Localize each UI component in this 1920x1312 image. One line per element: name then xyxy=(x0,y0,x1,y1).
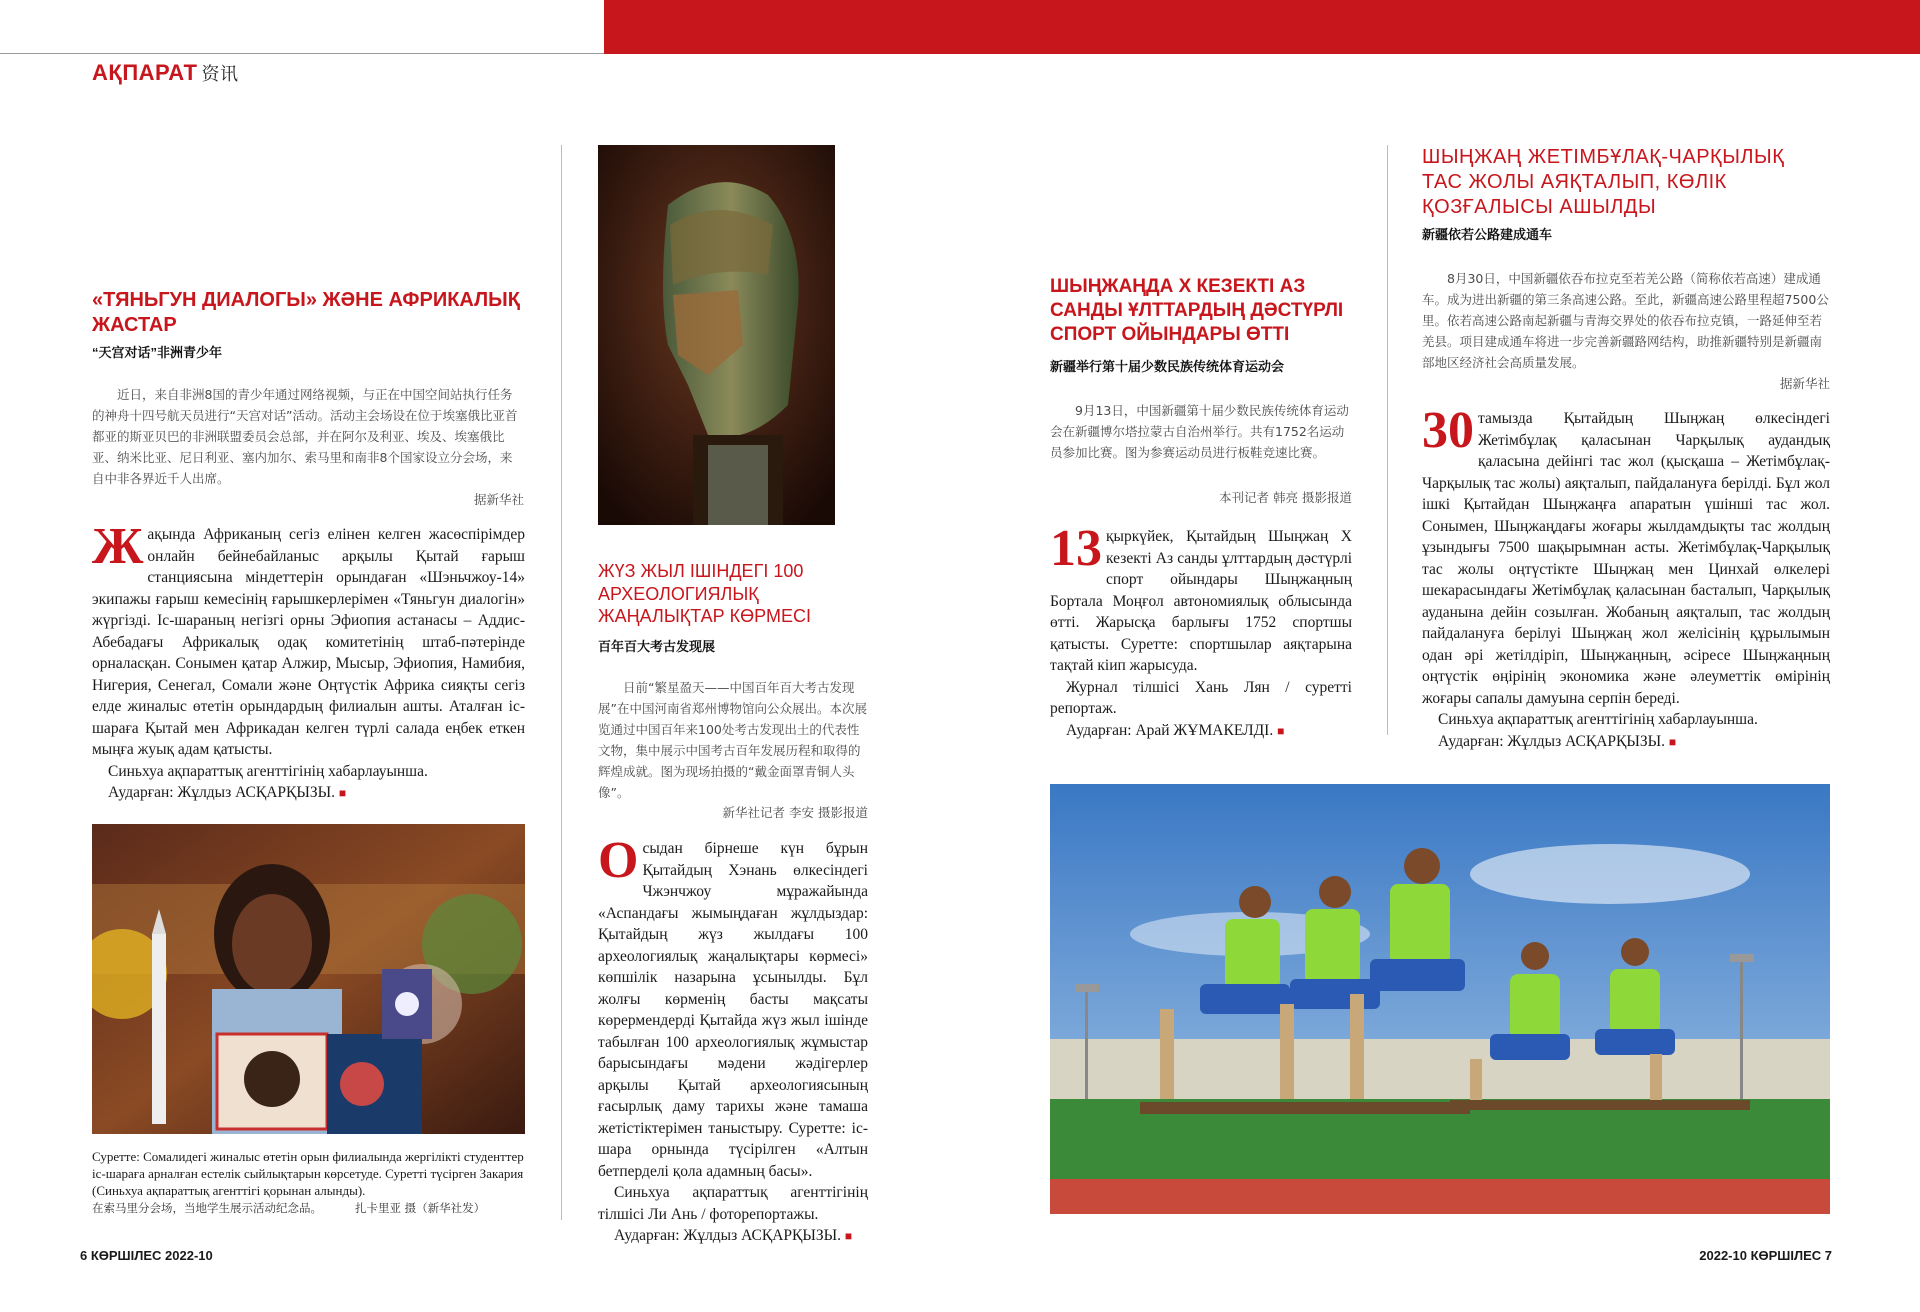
article4-end-mark: ■ xyxy=(1668,734,1677,749)
article4-kz-source: Синьхуа ақпараттық агенттігінің хабарлауынша. xyxy=(1438,711,1758,728)
article4-cn-source: 据新华社 xyxy=(1779,376,1830,391)
article1-cn-source: 据新华社 xyxy=(473,492,524,507)
article1-kz-text: ақында Африканың сегіз елінен келген жасөспірімдер онлайн бейнебайланыс арқылы Қытай ғарыш станциясына міндеттерін орындаған «Шэньчжоу-14» экипажы ғарыш кемесінің ғарышкерлерімен «Тяньгун диалогін» жүргізді. Іс-шараның негізгі орны Эфиопия астанасы – Аддис-Абебадағы Африкалық одақ комитетінің штаб-пәтерінде орналасқан. Сонымен қатар Алжир, Мысыр, Эфиопия, Намибия, Нигерия, Сенегал, Сомали және Оңтүстік Африка сияқты сегіз елде жиналыс өтетін орындардың филиалын ашты. Аталған іс-шараға Қытай мен Африкадан келген түрлі салада еңбек еткен мыңға жуық адам қатысты. xyxy=(92,526,525,758)
article1-title: «ТЯНЬГУН ДИАЛОГЫ» ЖӘНЕ АФРИКАЛЫҚ ЖАСТАР xyxy=(92,289,520,336)
article3-kz-source: Журнал тілшісі Хань Лян / суретті репортаж. xyxy=(1050,678,1352,717)
top-rule xyxy=(0,53,604,54)
column-divider-1 xyxy=(561,145,562,1220)
article2-title: ЖҮЗ ЖЫЛ ІШІНДЕГІ 100 АРХЕОЛОГИЯЛЫҚ ЖАҢАЛЫҚТАР КӨРМЕСІ xyxy=(598,561,811,626)
section-label-kz: АҚПАРАТ xyxy=(92,60,198,85)
article2-cn-source: 新华社记者 李安 摄影报道 xyxy=(722,805,868,820)
right-page-folio: 2022-10 КӨРШІЛЕС 7 xyxy=(1699,1248,1832,1263)
section-label-cn: 资讯 xyxy=(201,64,239,84)
article2-kz-body xyxy=(598,832,868,1248)
board-shoe-race-photo xyxy=(1050,784,1830,1214)
bronze-head-photo xyxy=(598,145,835,525)
article2-kz-source: Синьхуа ақпараттық агенттігінің тілшісі Ли Ань / фоторепортажы. xyxy=(598,1184,868,1223)
article2-photo xyxy=(598,145,835,525)
article4-title: ШЫҢЖАҢ ЖЕТІМБҰЛАҚ-ЧАРҚЫЛЫҚ ТАС ЖОЛЫ АЯҚТАЛЫП, КӨЛІК ҚОЗҒАЛЫСЫ АШЫЛДЫ xyxy=(1422,146,1785,218)
article2-kz-translator: Аударған: Жұлдыз АСҚАРҚЫЗЫ. xyxy=(614,1227,842,1244)
article3-kz-body xyxy=(1050,520,1352,742)
article3-end-mark: ■ xyxy=(1277,723,1285,738)
article2-kz-text: сыдан бірнеше күн бұрын Қытайдың Хэнань өлкесіндегі Чжэнчжоу мұражайында «Аспандағы жымыңдаған жұлдыздар: Қытайдың жүз жылдағы 100 археологиялық жаңалықтары көрмесі» көпшілік назарына ұсынылды. Бұл жолғы көрменің басты мақсаты көрермендерді Қытайда жүз жыл ішінде табылған 100 археологиялық жұмыстар барысындағы мәдени жәдігерлер арқылы Қытай археологиясының ғасырлық даму тарихы және тамаша жетістіктерімен таныстыру. Суретте: іс-шара орнында түсірілген «Алтын бетперделі қола адамның басы». xyxy=(598,840,868,1180)
article2-drop-cap: О xyxy=(598,832,639,889)
article3-photo xyxy=(1050,784,1830,1214)
article3-kz-text: қыркүйек, Қытайдың Шыңжаң X кезекті Аз санды ұлттардың дәстүрлі спорт ойындары Шыңжаңның Бортала Моңғол автономиялық облысында өтті. Жарысқа барлығы 1752 спортшы қатысты. Суретте: спортшылар аяқтарына тақтай кіип жарысуда. xyxy=(1050,528,1352,674)
article3-kz-translator-line xyxy=(1050,720,1352,743)
article1-drop-cap: Ж xyxy=(92,518,144,575)
article4-kz-body xyxy=(1422,402,1830,753)
article2-end-mark: ■ xyxy=(844,1229,853,1243)
article4-kz-translator-line xyxy=(1422,731,1830,754)
article1-photo xyxy=(92,824,525,1134)
article4-drop-cap: 30 xyxy=(1422,402,1474,459)
article4-cn-body: 8月30日，中国新疆依吞布拉克至若羌公路（简称依若高速）建成通车。成为进出新疆的第三条高速公路。至此，新疆高速公路里程超7500公里。依若高速公路南起新疆与青海交界处的依吞布拉克镇，一路延伸至若羌县。项目建成通车将进一步完善新疆路网结构，助推新疆特别是新疆南部地区经济社会高质量发展。 xyxy=(1422,271,1829,370)
article1-cn-body: 近日，来自非洲8国的青少年通过网络视频，与正在中国空间站执行任务的神舟十四号航天员进行“天宫对话”活动。活动主会场设在位于埃塞俄比亚首都亚的斯亚贝巴的非洲联盟委员会总部，并在阿尔及利亚、埃及、埃塞俄比亚、纳米比亚、尼日利亚、塞内加尔、索马里和南非8个国家设立分会场，来自中非各界近千人出席。 xyxy=(92,387,518,486)
article1-photo-caption: Суретте: Сомалидегі жиналыс өтетін орын филиалында жергілікті студенттер іс-шараға арналған естелік сыйлықтарын көрсетуде. Суретті түсірген Закария (Синьхуа ақпараттық агенттігі қорынан алынды). xyxy=(92,1149,524,1198)
students-souvenir-photo xyxy=(92,824,525,1134)
article1-kz-translator-line xyxy=(92,782,525,805)
article3-subtitle: 新疆举行第十届少数民族传统体育运动会 xyxy=(1050,359,1285,374)
article3-cn-body: 9月13日，中国新疆第十届少数民族传统体育运动会在新疆博尔塔拉蒙古自治州举行。共有1752名运动员参加比赛。图为参赛运动员进行板鞋竞速比赛。 xyxy=(1050,403,1349,460)
article1-photo-caption-cn: 在索马里分会场，当地学生展示活动纪念品。 xyxy=(92,1201,322,1215)
section-label xyxy=(92,60,239,86)
article4-kz-text: тамызда Қытайдың Шыңжаң өлкесіндегі Жетімбұлақ қаласынан Чарқылық аудандық қаласына дейінгі тас жол (қысқаша – Жетімбұлақ-Чарқылық тас жолы) аяқталып, пайдалануға берілді. Бұл жол ішкі Қытайдан Шыңжаңға апаратын үшінші тас жол. Сонымен, Шыңжаңдағы жоғары жылдамдықты тас жолдың ұзындығы 7500 шақырымнан асты. Жетімбұлақ-Чарқылық тас жолы оңтүстікте Шыңжаң мен Цинхай өлкелері шекарасындағы Жетімбұлақ қаласынан басталып, Чарқылық ауданына дейін созылған. Жобаның аяқталып, тас жолдың пайдалануға берілуі Шыңжаң жол желісінің құрылымын одан әрі жетілдіріп, Шыңжаңның, әсіресе Шыңжаңның оңтүстік өңірінің экономика және әлеуметтік өмірінің жоғары сапалы дамуына серпін береді. xyxy=(1422,410,1830,707)
article2-subtitle: 百年百大考古发现展 xyxy=(598,639,716,654)
article4-subtitle: 新疆依若公路建成通车 xyxy=(1422,227,1553,242)
article3-kz-translator: Аударған: Арай ЖҰМАКЕЛДІ. xyxy=(1066,721,1274,739)
article1-end-mark: ■ xyxy=(338,786,347,800)
article1-subtitle: “天宫对话”非洲青少年 xyxy=(92,345,223,360)
left-page-folio: 6 КӨРШІЛЕС 2022-10 xyxy=(80,1248,213,1263)
article1-photo-credit-cn: 扎卡里亚 摄（新华社发） xyxy=(355,1201,486,1215)
article3-cn-source: 本刊记者 韩亮 摄影报道 xyxy=(1219,490,1352,505)
article3-drop-cap: 13 xyxy=(1050,520,1102,577)
column-divider-2 xyxy=(1387,145,1388,735)
article3-title: ШЫҢЖАҢДА X КЕЗЕКТІ АЗ САНДЫ ҰЛТТАРДЫҢ ДӘСТҮРЛІ СПОРТ ОЙЫНДАРЫ ӨТТІ xyxy=(1050,276,1344,345)
article1-kz-translator: Аударған: Жұлдыз АСҚАРҚЫЗЫ. xyxy=(108,784,336,801)
article2-cn-body: 日前“繁星盈天——中国百年百大考古发现展”在中国河南省郑州博物馆向公众展出。本次展览通过中国百年来100处考古发现出土的代表性文物，集中展示中国考古百年发展历程和取得的辉煌成就。图为现场拍摄的“戴金面罩青铜人头像”。 xyxy=(598,680,867,800)
top-red-bar xyxy=(604,0,1920,54)
article4-kz-translator: Аударған: Жұлдыз АСҚАРҚЫЗЫ. xyxy=(1438,732,1666,750)
article1-kz-body xyxy=(92,518,525,805)
article2-kz-translator-line xyxy=(598,1225,868,1248)
article1-kz-source: Синьхуа ақпараттық агенттігінің хабарлауынша. xyxy=(108,762,428,780)
